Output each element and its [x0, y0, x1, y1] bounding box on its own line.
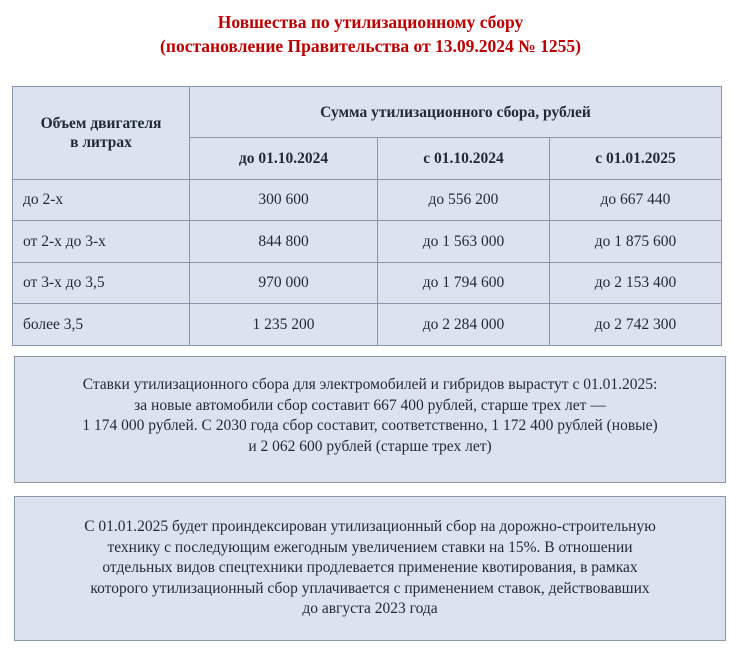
table-header-row	[13, 87, 722, 138]
fee-cell: до 1 563 000	[378, 221, 550, 263]
title-line-1: Новшества по утилизационному сбору	[217, 12, 524, 32]
note-line: Ставки утилизационного сбора для электромобилей и гибридов вырастут с 01.01.2025:	[82, 376, 658, 393]
engine-volume-cell: от 2-х до 3-х	[13, 221, 190, 263]
recycling-fee-table	[12, 86, 722, 346]
fee-cell: до 2 284 000	[378, 304, 550, 346]
fee-cell: до 1 875 600	[549, 221, 721, 263]
note-line: за новые автомобили сбор составит 667 400 рублей, старше трех лет —	[134, 396, 606, 414]
fee-cell: 844 800	[190, 221, 378, 263]
engine-volume-header-line-1: Объем двигателя	[40, 114, 162, 132]
table-row	[13, 304, 722, 346]
title-line-2: (постановление Правительства от 13.09.2024 № 1255)	[160, 36, 581, 56]
fee-cell: 970 000	[190, 262, 378, 304]
construction-equipment-note	[14, 496, 726, 641]
engine-volume-cell: более 3,5	[13, 304, 190, 346]
table-row	[13, 221, 722, 263]
engine-volume-cell: от 3-х до 3,5	[13, 262, 190, 304]
fee-cell: до 556 200	[378, 179, 550, 221]
fee-cell: до 1 794 600	[378, 262, 550, 304]
note-line: С 01.01.2025 будет проиндексирован утилизационный сбор на дорожно-строительную	[84, 518, 656, 535]
fee-cell: до 2 742 300	[549, 304, 721, 346]
document-title	[0, 10, 741, 58]
note-line: которого утилизационный сбор уплачивается с применением ставок, действовавших	[90, 579, 650, 597]
fee-cell: 300 600	[190, 179, 378, 221]
ev-hybrid-note	[14, 356, 726, 483]
table-row	[13, 262, 722, 304]
note-line: до августа 2023 года	[302, 600, 438, 617]
engine-volume-header-line-2: в литрах	[70, 133, 132, 151]
column-header-before-2024-10: до 01.10.2024	[190, 138, 378, 180]
note-line: технику с последующим ежегодным увеличением ставки на 15%. В отношении	[107, 538, 633, 556]
column-header-from-2024-10: с 01.10.2024	[378, 138, 550, 180]
fee-amount-header: Сумма утилизационного сбора, рублей	[190, 87, 722, 138]
fee-cell: до 667 440	[549, 179, 721, 221]
note-line: и 2 062 600 рублей (старше трех лет)	[248, 437, 492, 455]
column-header-from-2025-01: с 01.01.2025	[549, 138, 721, 180]
note-line: отдельных видов спецтехники продлевается применение квотирования, в рамках	[102, 559, 638, 576]
fee-cell: 1 235 200	[190, 304, 378, 346]
table-row	[13, 179, 722, 221]
note-line: 1 174 000 рублей. С 2030 года сбор составит, соответственно, 1 172 400 рублей (новые)	[82, 417, 658, 434]
engine-volume-header	[13, 87, 190, 180]
fee-cell: до 2 153 400	[549, 262, 721, 304]
engine-volume-cell: до 2-х	[13, 179, 190, 221]
